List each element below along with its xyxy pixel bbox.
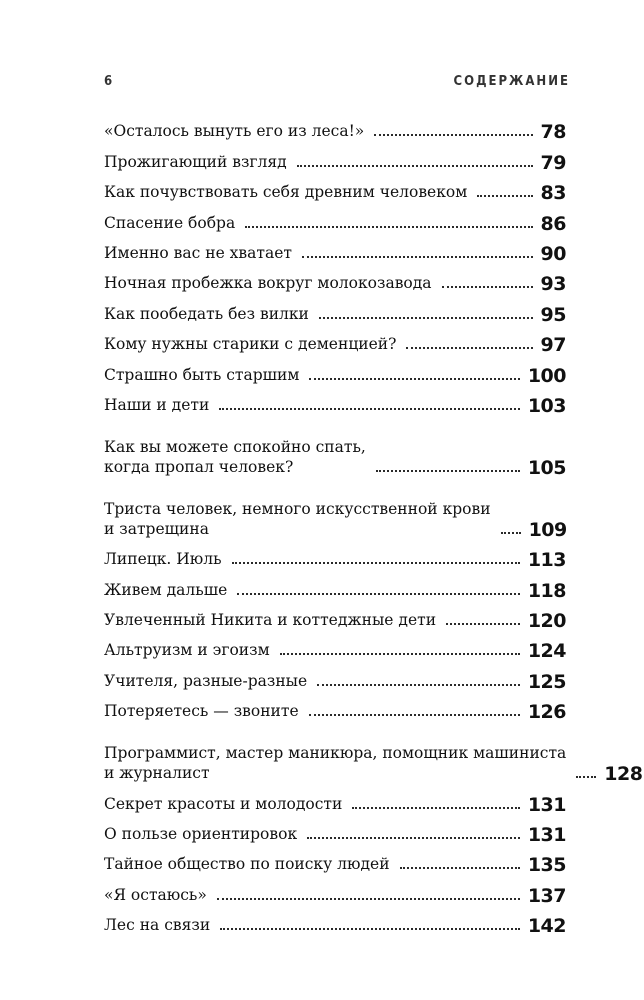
dot-leader (376, 470, 520, 472)
toc-entry-page: 79 (540, 151, 566, 174)
toc-entry-page: 97 (540, 334, 566, 357)
toc-entry-page: 103 (527, 394, 566, 417)
toc-entry[interactable] (104, 695, 566, 725)
toc-entry[interactable] (104, 358, 566, 388)
toc-entry[interactable] (104, 543, 566, 573)
toc-entry-page: 78 (540, 121, 566, 144)
dot-leader (309, 378, 519, 380)
dot-leader (576, 776, 596, 778)
toc-entry-page: 113 (527, 549, 566, 572)
toc-entry[interactable] (104, 115, 566, 145)
toc-entry-title: Увлеченный Никита и коттеджные дети (104, 611, 437, 630)
toc-entry-page: 105 (527, 456, 566, 479)
toc-entry-page: 93 (540, 273, 566, 296)
toc-entry[interactable] (104, 206, 566, 236)
toc-entry-title: Триста человек, немного искусственной крови и затрещина (104, 499, 491, 538)
toc-entry-page: 95 (540, 303, 566, 326)
toc-entry[interactable] (104, 421, 566, 481)
toc-entry[interactable] (104, 297, 566, 327)
toc-entry-title: Как почувствовать себя древним человеком (104, 183, 468, 202)
toc-entry[interactable] (104, 389, 566, 419)
toc-entry-title: «Осталось вынуть его из леса!» (104, 122, 365, 141)
toc-entry-page: 142 (527, 915, 566, 938)
toc-entry-page: 118 (527, 579, 566, 602)
toc-entry-page: 109 (528, 518, 567, 541)
dot-leader (400, 867, 520, 869)
dot-leader (245, 226, 532, 228)
toc-entry-title: Наши и дети (104, 395, 210, 414)
dot-leader (477, 195, 532, 197)
running-head (104, 74, 570, 94)
toc-entry[interactable] (104, 818, 566, 848)
section-title: СОДЕРЖАНИЕ (453, 74, 570, 89)
dot-leader (406, 347, 532, 349)
dot-leader (219, 408, 520, 410)
toc-entry-page: 126 (527, 701, 566, 724)
dot-leader (352, 807, 520, 809)
dot-leader (297, 165, 533, 167)
toc-entry[interactable] (104, 664, 566, 694)
dot-leader (317, 684, 520, 686)
toc-entry[interactable] (104, 909, 566, 939)
toc-entry-title: Учителя, разные-разные (104, 671, 308, 690)
dot-leader (280, 653, 520, 655)
dot-leader (217, 898, 520, 900)
toc-entry-page: 120 (527, 610, 566, 633)
toc-entry-title: «Я остаюсь» (104, 885, 207, 904)
toc-entry-title: Страшно быть старшим (104, 365, 300, 384)
toc-entry-title: Как пообедать без вилки (104, 304, 309, 323)
toc-entry-title: Ночная пробежка вокруг молокозавода (104, 274, 432, 293)
dot-leader (442, 286, 533, 288)
toc-entry-title: Потеряетесь — звоните (104, 702, 299, 721)
toc-entry-title: Программист, мастер маникюра, помощник машиниста и журналист (104, 744, 567, 783)
dot-leader (237, 593, 520, 595)
toc-entry-title: Спасение бобра (104, 213, 236, 232)
toc-entry[interactable] (104, 237, 566, 267)
toc-entry[interactable] (104, 176, 566, 206)
toc-entry-title: Лес на связи (104, 916, 211, 935)
dot-leader (302, 256, 533, 258)
dot-leader (220, 928, 520, 930)
toc-entry[interactable] (104, 573, 566, 603)
toc-entry[interactable] (104, 848, 566, 878)
toc-entry-title: Альтруизм и эгоизм (104, 641, 270, 660)
toc-entry-title: Кому нужны старики с деменцией? (104, 335, 397, 354)
toc-entry-page: 128 (604, 763, 643, 786)
toc-entry-page: 86 (540, 212, 566, 235)
toc-entry-page: 135 (527, 854, 566, 877)
toc-entry[interactable] (104, 634, 566, 664)
dot-leader (446, 623, 520, 625)
toc-entry-page: 137 (527, 884, 566, 907)
toc-entry[interactable] (104, 145, 566, 175)
toc-entry-title: Секрет красоты и молодости (104, 794, 343, 813)
page-number: 6 (104, 74, 113, 89)
toc-entry-title: Именно вас не хватает (104, 243, 292, 262)
toc-entry-title: Живем дальше (104, 580, 228, 599)
toc-entry[interactable] (104, 604, 566, 634)
dot-leader (307, 837, 520, 839)
toc-entry-page: 125 (527, 670, 566, 693)
toc-entry-title: О пользе ориентировок (104, 825, 298, 844)
toc-entry[interactable] (104, 483, 566, 543)
toc-entry-page: 100 (527, 364, 566, 387)
toc-entry-page: 90 (540, 242, 566, 265)
toc-entry-title: Прожигающий взгляд (104, 152, 287, 171)
toc-entry-page: 131 (527, 793, 566, 816)
toc-entry[interactable] (104, 267, 566, 297)
toc-entry[interactable] (104, 328, 566, 358)
dot-leader (374, 134, 532, 136)
dot-leader (232, 562, 520, 564)
toc-entry-page: 83 (540, 182, 566, 205)
dot-leader (501, 532, 521, 534)
toc-entry-title: Как вы можете спокойно спать, когда пропал человек? (104, 437, 366, 476)
toc-entry-title: Тайное общество по поиску людей (104, 855, 390, 874)
table-of-contents (104, 115, 643, 939)
toc-entry-page: 131 (527, 824, 566, 847)
dot-leader (309, 714, 520, 716)
toc-entry-title: Липецк. Июль (104, 550, 222, 569)
toc-entry-page: 124 (527, 640, 566, 663)
toc-entry[interactable] (104, 727, 643, 787)
toc-entry[interactable] (104, 787, 566, 817)
toc-entry[interactable] (104, 878, 566, 908)
dot-leader (319, 317, 533, 319)
